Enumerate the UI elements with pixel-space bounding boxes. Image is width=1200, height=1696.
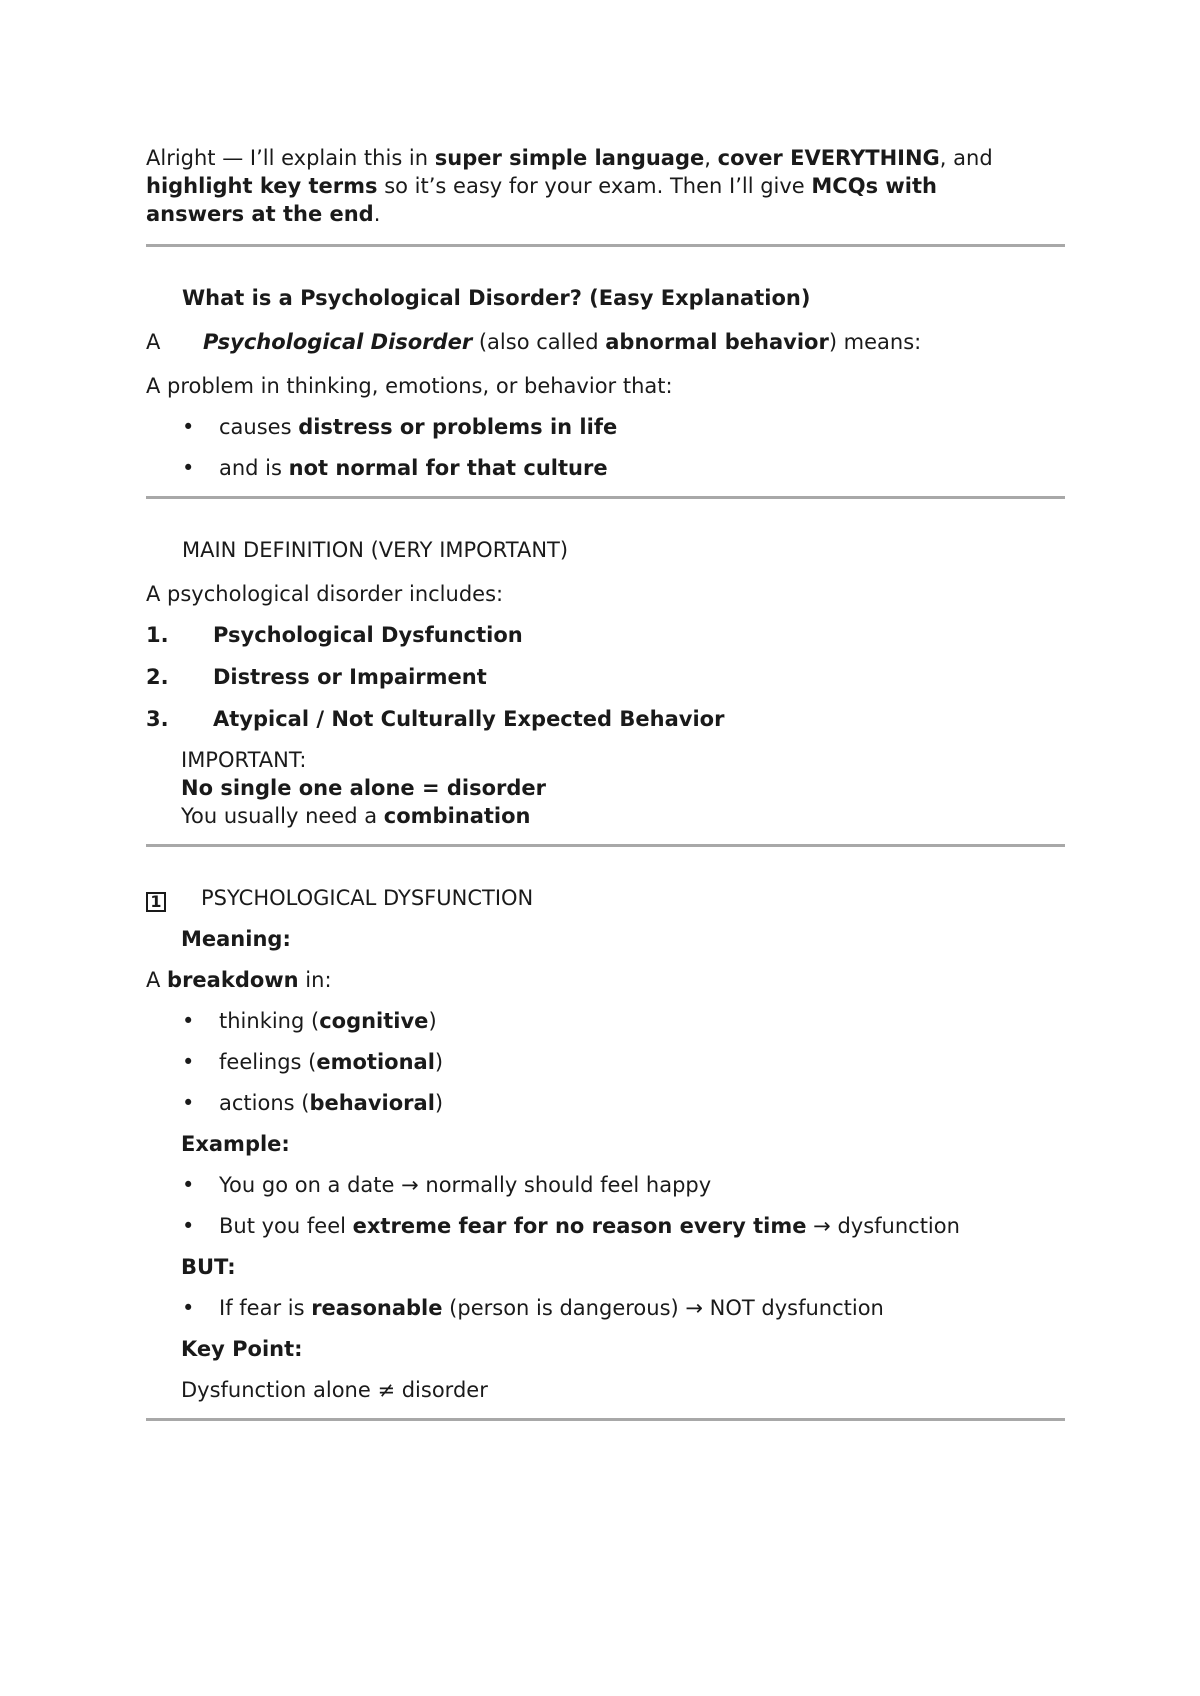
list-item: • You go on a date → normally should feel happy xyxy=(182,1173,712,1197)
intro-paragraph xyxy=(146,144,1065,228)
bullet-icon: • xyxy=(182,1050,195,1074)
intro-bold-3: highlight key terms xyxy=(146,174,378,198)
list-item: 1. Psychological Dysfunction xyxy=(146,623,523,647)
section-title: PSYCHOLOGICAL DYSFUNCTION xyxy=(201,886,534,910)
definition-term: Psychological Disorder xyxy=(203,330,473,354)
combination-line: You usually need a combination xyxy=(181,804,531,828)
divider xyxy=(146,1418,1065,1421)
bullet-icon: • xyxy=(182,415,195,439)
but-label: BUT: xyxy=(181,1255,236,1279)
list-item: 3. Atypical / Not Culturally Expected Behavior xyxy=(146,707,725,731)
number-one-badge-icon: 1 xyxy=(146,892,166,912)
includes-line: A psychological disorder includes: xyxy=(146,582,504,606)
intro-text-5: . xyxy=(373,202,381,226)
list-item: • thinking (cognitive) xyxy=(182,1009,437,1033)
section-heading-main-definition: MAIN DEFINITION (VERY IMPORTANT) xyxy=(182,538,569,562)
example-label: Example: xyxy=(181,1132,290,1156)
list-item: • feelings (emotional) xyxy=(182,1050,444,1074)
list-item: • If fear is reasonable (person is dangerous) → NOT dysfunction xyxy=(182,1296,884,1320)
disorder-criteria-list xyxy=(146,413,1065,482)
definition-components-list xyxy=(146,621,1065,733)
intro-text-4: so it’s easy for your exam. Then I’ll give xyxy=(377,174,812,198)
intro-bold-5: answers at the end xyxy=(146,202,374,226)
list-item: • causes distress or problems in life xyxy=(182,415,618,439)
intro-text-1: Alright — I’ll explain this in xyxy=(146,146,435,170)
bullet-icon: • xyxy=(182,1009,195,1033)
example-list xyxy=(146,1171,1065,1240)
problem-line: A problem in thinking, emotions, or behavior that: xyxy=(146,374,673,398)
definition-article: A xyxy=(146,330,161,354)
divider xyxy=(146,844,1065,847)
list-item: • But you feel extreme fear for no reason every time → dysfunction xyxy=(182,1214,960,1238)
definition-end: ) means: xyxy=(828,330,922,354)
important-note xyxy=(146,746,1065,830)
important-statement: No single one alone = disorder xyxy=(181,776,547,800)
list-item: • actions (behavioral) xyxy=(182,1091,444,1115)
bullet-icon: • xyxy=(182,1091,195,1115)
definition-alt-term: abnormal behavior xyxy=(605,330,829,354)
breakdown-list xyxy=(146,1007,1065,1117)
list-item: • and is not normal for that culture xyxy=(182,456,608,480)
breakdown-line: A breakdown in: xyxy=(146,968,332,992)
intro-bold-1: super simple language xyxy=(434,146,705,170)
bullet-icon: • xyxy=(182,1214,195,1238)
key-point-text: Dysfunction alone ≠ disorder xyxy=(181,1378,488,1402)
meaning-label: Meaning: xyxy=(181,927,291,951)
intro-bold-2: cover EVERYTHING xyxy=(717,146,940,170)
but-list xyxy=(146,1294,1065,1322)
section-heading-dysfunction xyxy=(146,884,1065,912)
bullet-icon: • xyxy=(182,456,195,480)
bullet-icon: • xyxy=(182,1296,195,1320)
intro-text-3: , and xyxy=(939,146,993,170)
divider xyxy=(146,496,1065,499)
important-label: IMPORTANT: xyxy=(181,748,307,772)
intro-text-2: , xyxy=(704,146,718,170)
definition-mid: (also called xyxy=(472,330,606,354)
list-item: 2. Distress or Impairment xyxy=(146,665,487,689)
definition-line xyxy=(146,328,1065,356)
divider xyxy=(146,244,1065,247)
intro-bold-4: MCQs with xyxy=(811,174,937,198)
section-heading-psych-disorder: What is a Psychological Disorder? (Easy Explanation) xyxy=(182,286,811,310)
bullet-icon: • xyxy=(182,1173,195,1197)
key-point-label: Key Point: xyxy=(181,1337,303,1361)
